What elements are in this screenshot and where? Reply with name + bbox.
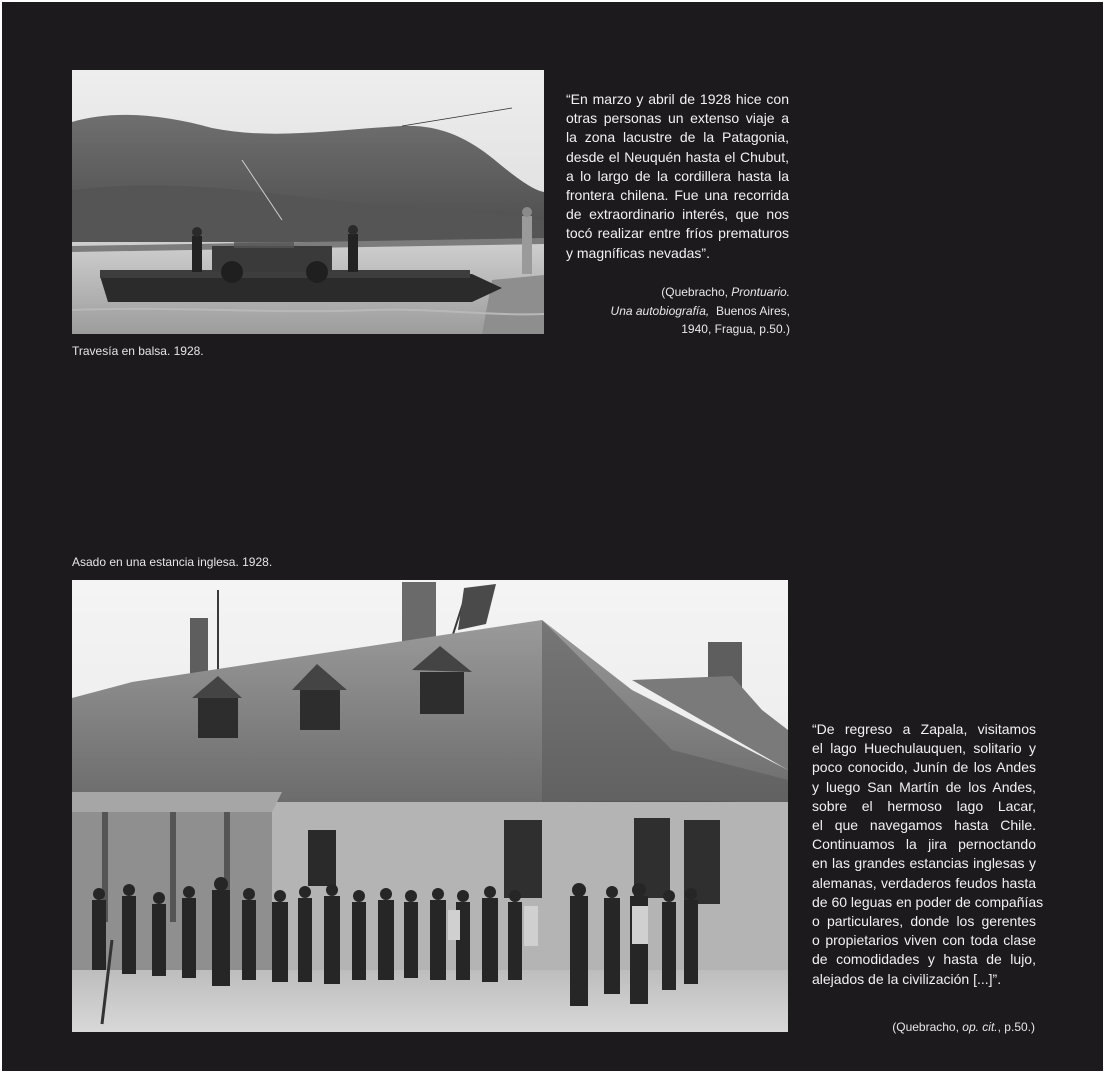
citation-text: Buenos Aires, xyxy=(709,303,790,318)
citation-text: (Quebracho, xyxy=(661,285,732,299)
quote-line: la zona lacustre de la Patagonia, xyxy=(566,129,789,146)
citation-title: Prontuario. xyxy=(731,285,790,299)
quote-line: desde el Neuquén hasta el Chubut, xyxy=(566,148,789,165)
citation-line xyxy=(892,1018,1035,1037)
quote-2-citation xyxy=(892,1018,1035,1037)
citation-text: , p.50.) xyxy=(997,1020,1035,1034)
quote-line: “De regreso a Zapala, visitamos xyxy=(812,721,1036,737)
photo-estancia-asado xyxy=(72,580,788,1032)
quote-trip-1928 xyxy=(566,90,789,263)
quote-line: poco conocido, Junín de los Andes xyxy=(812,759,1036,776)
quote-estancias xyxy=(812,720,1044,989)
citation-title: Una autobiografía, xyxy=(610,303,710,318)
quote-1-citation xyxy=(611,283,790,339)
quote-line: y luego San Martín de los Andes, xyxy=(812,778,1036,795)
page xyxy=(2,2,1103,1071)
quote-line: en las grandes estancias inglesas y xyxy=(812,855,1036,872)
ferry-photo-image xyxy=(72,70,544,334)
quote-line: Continuamos la jira pernoctando xyxy=(812,836,1036,853)
quote-line: “En marzo y abril de 1928 hice con xyxy=(566,91,789,107)
quote-line: a lo largo de la cordillera hasta la xyxy=(566,167,789,184)
quote-line: de extraordinario interés, que nos xyxy=(566,206,789,223)
quote-line: de comodidades y hasta de lujo, xyxy=(812,951,1036,968)
quote-line: alemanas, verdaderos feudos hasta xyxy=(812,874,1036,891)
photo-ferry-crossing xyxy=(72,70,544,334)
citation-text: (Quebracho, xyxy=(892,1020,963,1034)
citation-title: op. cit. xyxy=(962,1020,998,1034)
quote-line: sobre el hermoso lago Lacar, xyxy=(812,797,1036,814)
quote-line: tocó realizar entre fríos prematuros xyxy=(566,225,789,242)
citation-line xyxy=(611,302,790,321)
quote-line: el lago Huechulauquen, solitario y xyxy=(812,740,1036,757)
citation-line: 1940, Fragua, p.50.) xyxy=(681,322,790,336)
quote-line: frontera chilena. Fue una recorrida xyxy=(566,187,789,204)
quote-line: de 60 leguas en poder de compañías xyxy=(812,893,1044,910)
citation-line xyxy=(611,283,790,302)
photo-estancia-caption: Asado en una estancia inglesa. 1928. xyxy=(72,555,273,569)
quote-line: el que navegamos hasta Chile. xyxy=(812,817,1036,834)
photo-ferry-caption: Travesía en balsa. 1928. xyxy=(72,344,204,358)
quote-line: o propietarios viven con toda clase xyxy=(812,932,1036,949)
quote-line: o particulares, donde los gerentes xyxy=(812,913,1036,930)
quote-line: otras personas un extenso viaje a xyxy=(566,110,789,127)
quote-line: alejados de la civilización [...]”. xyxy=(812,970,1002,987)
quote-line: y magníficas nevadas”. xyxy=(566,244,710,261)
estancia-photo-image xyxy=(72,580,788,1032)
